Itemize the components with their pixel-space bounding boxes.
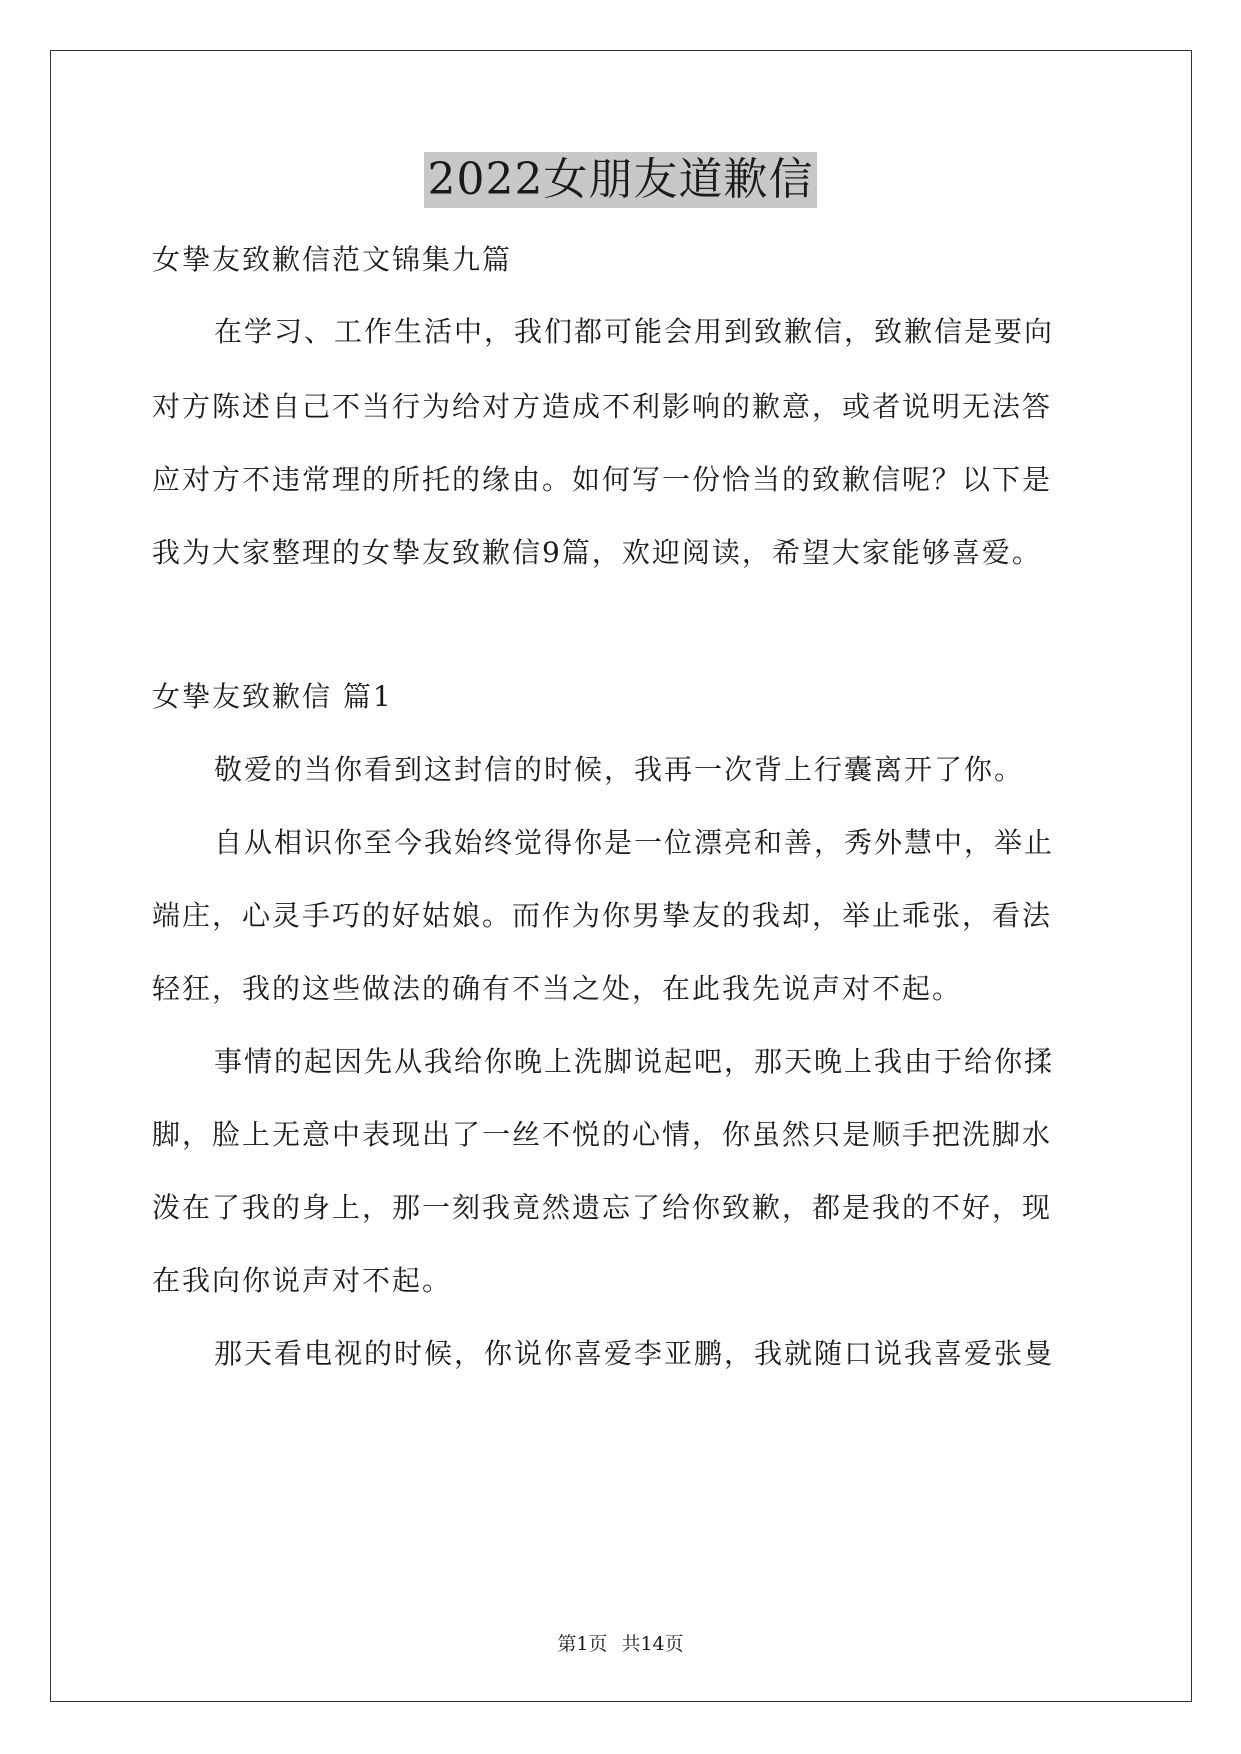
paragraph-line: 我为大家整理的女挚友致歉信9篇，欢迎阅读，希望大家能够喜爱。 bbox=[152, 536, 1042, 569]
section-heading: 女挚友致歉信 篇1 bbox=[152, 680, 393, 713]
paragraph-line: 在学习、工作生活中，我们都可能会用到致歉信，致歉信是要向 bbox=[214, 315, 1055, 348]
document-title: 2022女朋友道歉信 bbox=[424, 152, 818, 208]
page-number: 第1页 bbox=[557, 1633, 608, 1655]
paragraph-line: 对方陈述自己不当行为给对方造成不利影响的歉意，或者说明无法答 bbox=[152, 390, 1053, 423]
paragraph-line: 轻狂，我的这些做法的确有不当之处，在此我先说声对不起。 bbox=[152, 972, 963, 1005]
page-footer bbox=[0, 1632, 1241, 1656]
paragraph-line: 在我向你说声对不起。 bbox=[152, 1264, 453, 1297]
paragraph-line: 敬爱的当你看到这封信的时候，我再一次背上行囊离开了你。 bbox=[214, 753, 1025, 786]
paragraph-line: 那天看电视的时候，你说你喜爱李亚鹏，我就随口说我喜爱张曼 bbox=[214, 1337, 1055, 1370]
subtitle: 女挚友致歉信范文锦集九篇 bbox=[152, 243, 513, 276]
paragraph-line: 自从相识你至今我始终觉得你是一位漂亮和善，秀外慧中，举止 bbox=[214, 826, 1055, 859]
title-container bbox=[0, 152, 1241, 208]
page-total: 共14页 bbox=[621, 1633, 684, 1655]
paragraph-line: 脚，脸上无意中表现出了一丝不悦的心情，你虽然只是顺手把洗脚水 bbox=[152, 1118, 1053, 1151]
paragraph-line: 泼在了我的身上，那一刻我竟然遗忘了给你致歉，都是我的不好，现 bbox=[152, 1191, 1053, 1224]
paragraph-line: 应对方不违常理的所托的缘由。如何写一份恰当的致歉信呢？以下是 bbox=[152, 463, 1053, 496]
page-border bbox=[50, 50, 1192, 1702]
paragraph-line: 端庄，心灵手巧的好姑娘。而作为你男挚友的我却，举止乖张，看法 bbox=[152, 899, 1053, 932]
paragraph-line: 事情的起因先从我给你晚上洗脚说起吧，那天晚上我由于给你揉 bbox=[214, 1045, 1055, 1078]
